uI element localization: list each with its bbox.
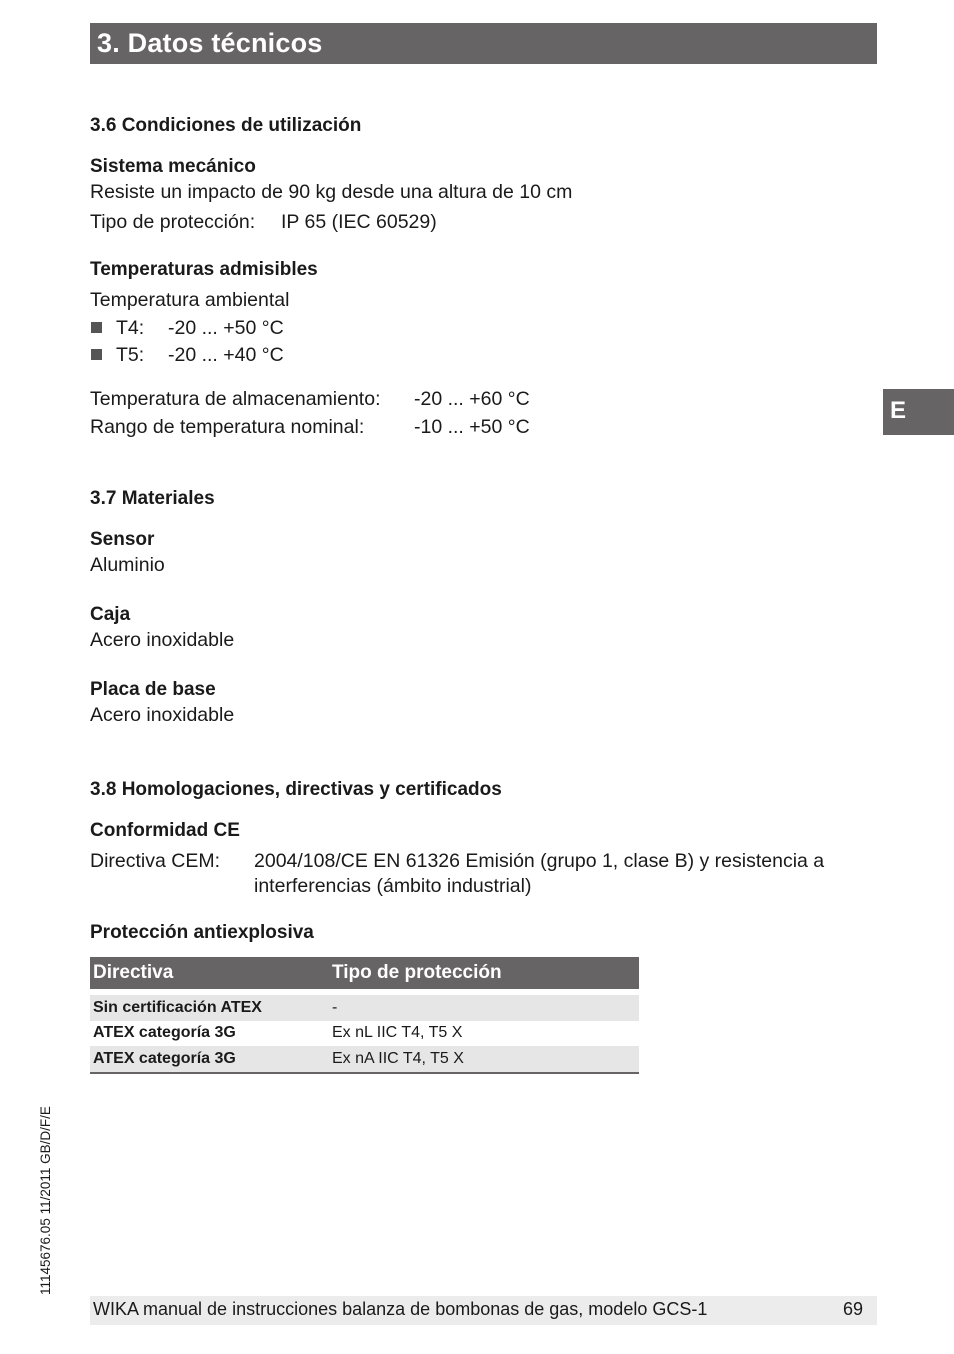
table-cell: Ex nL IIC T4, T5 X — [332, 1024, 463, 1042]
base-value: Acero inoxidable — [90, 704, 235, 726]
t4-value: -20 ... +50 °C — [168, 317, 284, 339]
storage-label: Temperatura de almacenamiento: — [90, 388, 381, 410]
prot-value: IP 65 (IEC 60529) — [281, 211, 437, 233]
nominal-value: -10 ... +50 °C — [414, 416, 530, 438]
prot-label: Tipo de protección: — [90, 211, 256, 233]
table-row — [90, 1046, 639, 1073]
language-tab — [883, 389, 954, 435]
section-3-6-heading: 3.6 Condiciones de utilización — [90, 115, 362, 136]
page-title: 3. Datos técnicos — [97, 28, 323, 58]
nominal-label: Rango de temperatura nominal: — [90, 416, 365, 438]
table-header-cell: Tipo de protección — [329, 957, 639, 989]
ex-protection-table — [90, 957, 639, 1074]
table-header-cell: Directiva — [90, 957, 329, 989]
table-cell: ATEX categoría 3G — [93, 1024, 236, 1042]
mech-title: Sistema mecánico — [90, 156, 256, 177]
cem-line-2: interferencias (ámbito industrial) — [254, 875, 532, 897]
t4-label: T4: — [116, 317, 145, 339]
bullet-icon — [91, 322, 102, 333]
ambient-label: Temperatura ambiental — [90, 289, 290, 311]
case-title: Caja — [90, 604, 131, 625]
section-3-8-heading: 3.8 Homologaciones, directivas y certificados — [90, 779, 502, 800]
table-cell: - — [329, 995, 639, 1021]
language-tab-label: E — [890, 397, 907, 424]
temp-title: Temperaturas admisibles — [90, 259, 318, 280]
page-number: 69 — [842, 1299, 863, 1319]
storage-value: -20 ... +60 °C — [414, 388, 530, 410]
sensor-value: Aluminio — [90, 554, 165, 576]
case-value: Acero inoxidable — [90, 629, 235, 651]
mech-line: Resiste un impacto de 90 kg desde una altura de 10 cm — [90, 181, 573, 203]
sensor-title: Sensor — [90, 529, 155, 550]
table-row — [90, 1021, 639, 1047]
footer-text: WIKA manual de instrucciones balanza de bombonas de gas, modelo GCS-1 — [93, 1299, 708, 1319]
table-header-row — [90, 957, 639, 989]
ex-title: Protección antiexplosiva — [90, 922, 314, 943]
table-row — [90, 995, 639, 1021]
t5-value: -20 ... +40 °C — [168, 344, 284, 366]
table-cell: Sin certificación ATEX — [90, 995, 329, 1021]
t5-label: T5: — [116, 344, 145, 366]
table-cell: Ex nA IIC T4, T5 X — [329, 1046, 639, 1073]
section-header — [90, 23, 877, 64]
table-cell: ATEX categoría 3G — [90, 1046, 329, 1073]
cem-line-1: 2004/108/CE EN 61326 Emisión (grupo 1, clase B) y resistencia a — [254, 850, 825, 872]
section-3-7-heading: 3.7 Materiales — [90, 488, 215, 509]
ce-title: Conformidad CE — [90, 820, 240, 841]
page-footer — [90, 1296, 877, 1325]
document-code: 11145676.05 11/2011 GB/D/F/E — [38, 1106, 53, 1295]
base-title: Placa de base — [90, 679, 216, 700]
cem-label: Directiva CEM: — [90, 850, 221, 872]
bullet-icon — [91, 349, 102, 360]
